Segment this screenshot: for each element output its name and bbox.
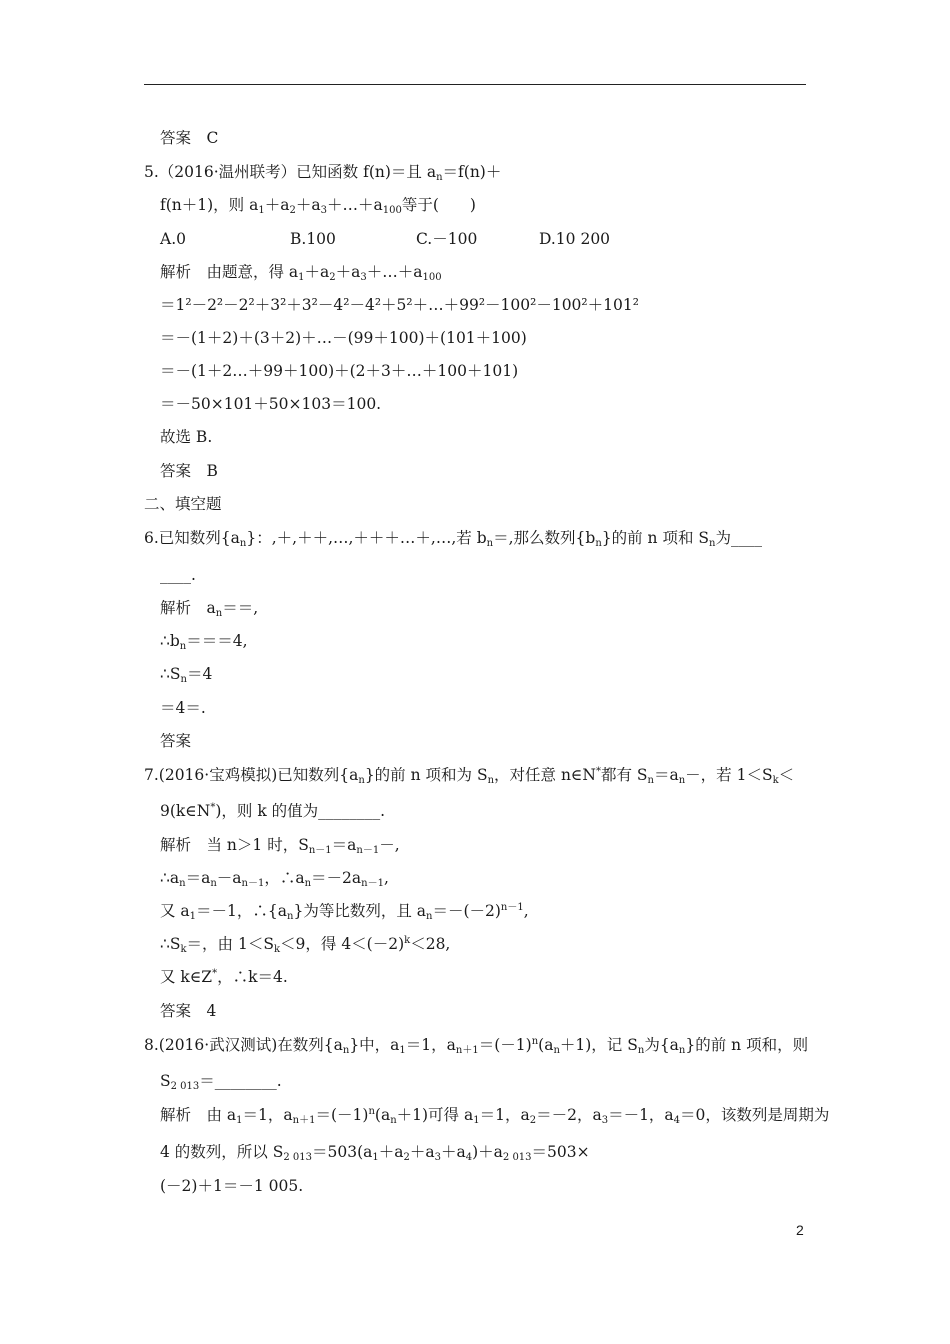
solution-6-line-2: $\therefore b_n===4$,	[160, 632, 248, 652]
option-b: B.100	[290, 230, 336, 248]
solution-7-line-2: $\therefore a_n=a_n-a_{n-1}$，$\therefore a_n=-2a_{n-1}$,	[160, 869, 389, 889]
solution-5-line-4: ＝－(1＋2…＋99＋100)＋(2＋3＋…＋100＋101)	[160, 362, 519, 380]
option-a: A.0	[160, 230, 186, 248]
answer-4: 答案 C	[160, 129, 219, 147]
header-rule	[144, 84, 806, 85]
answer-6: 答案	[160, 732, 192, 750]
question-5-line-1: 5.（2016·温州联考）已知函数 f(n)＝且 $a_n=f(n)+$	[144, 163, 502, 183]
solution-5-line-3: ＝－(1＋2)＋(3＋2)＋…－(99＋100)＋(101＋100)	[160, 329, 527, 347]
question-6-line-2: ____.	[160, 566, 196, 584]
solution-8-line-2: 4 的数列，所以 $S_{2 013}=503(a_1+a_2+a_3+a_4)+a_{2 013}=503\times$	[160, 1143, 590, 1163]
question-5-line-2: f(n＋1)，则 $a_1+a_2+a_3+\dots+a_{100}$等于( )	[160, 196, 476, 216]
question-7-line-1: 7.(2016·宝鸡模拟)已知数列$\{a_n\}$的前 n 项和为 $S_n$，对任意 n∈N*都有 $S_n=a_n-$，若 $1<S_k<$	[144, 766, 795, 786]
solution-7-line-5: 又 k∈Z*，∴k＝4.	[160, 968, 288, 986]
solution-6-line-4: ＝4＝.	[160, 699, 206, 717]
question-8-line-2: $S_{2 013}=\_\_\_\_\_\_\_\_$.	[160, 1072, 282, 1092]
solution-8-line-1: 解析 由 $a_1=1$，$a_{n+1}=(-1)^n(a_n+1)$可得 $a_1=1$，$a_2=-2$，$a_3=-1$，$a_4=0$，该数列是周期为	[160, 1106, 830, 1126]
section-heading-fill-blank: 二、填空题	[144, 495, 222, 513]
option-d: D.10 200	[539, 230, 611, 248]
question-7-line-2: 9(k∈N*)，则 k 的值为________.	[160, 802, 386, 820]
solution-8-line-3: (－2)＋1＝－1 005.	[160, 1177, 304, 1195]
page-number: 2	[796, 1222, 804, 1238]
solution-7-line-1: 解析 当 n＞1 时，$S_{n-1}=a_{n-1}-$,	[160, 836, 400, 856]
solution-6-line-3: $\therefore S_n=4$	[160, 665, 213, 685]
answer-7: 答案 4	[160, 1002, 217, 1020]
solution-6-line-1: 解析 $a_n==$,	[160, 599, 259, 619]
solution-5-conclusion: 故选 B.	[160, 428, 213, 446]
solution-5-line-1: 解析 由题意，得 $a_1+a_2+a_3+\dots+a_{100}$	[160, 263, 442, 283]
solution-5-line-2: ＝1²－2²－2²＋3²＋3²－4²－4²＋5²＋…＋99²－100²－100²＋101²	[160, 296, 639, 314]
answer-5: 答案 B	[160, 462, 218, 480]
solution-7-line-4: $\therefore S_k=$，由 $1<S_k<9$，得 $4<(-2)^k<28$,	[160, 935, 451, 955]
question-8-line-1: 8.(2016·武汉测试)在数列$\{a_n\}$中，$a_1=1$，$a_{n+1}=(-1)^n(a_n+1)$，记 $S_n$为$\{a_n\}$的前 n 项和，则	[144, 1036, 809, 1056]
option-c: C.－100	[416, 230, 478, 248]
solution-5-line-5: ＝－50×101＋50×103＝100.	[160, 395, 382, 413]
question-6-line-1: 6.已知数列$\{a_n\}$：,＋,＋＋,…,＋＋＋…＋,…,若 $b_n=$,那么数列$\{b_n\}$的前 n 项和 $S_n$为____	[144, 529, 762, 549]
solution-7-line-3: 又 $a_1=-1$，$\therefore\{a_n\}$为等比数列，且 $a_n=-(-2)^{n-1}$,	[160, 902, 529, 922]
